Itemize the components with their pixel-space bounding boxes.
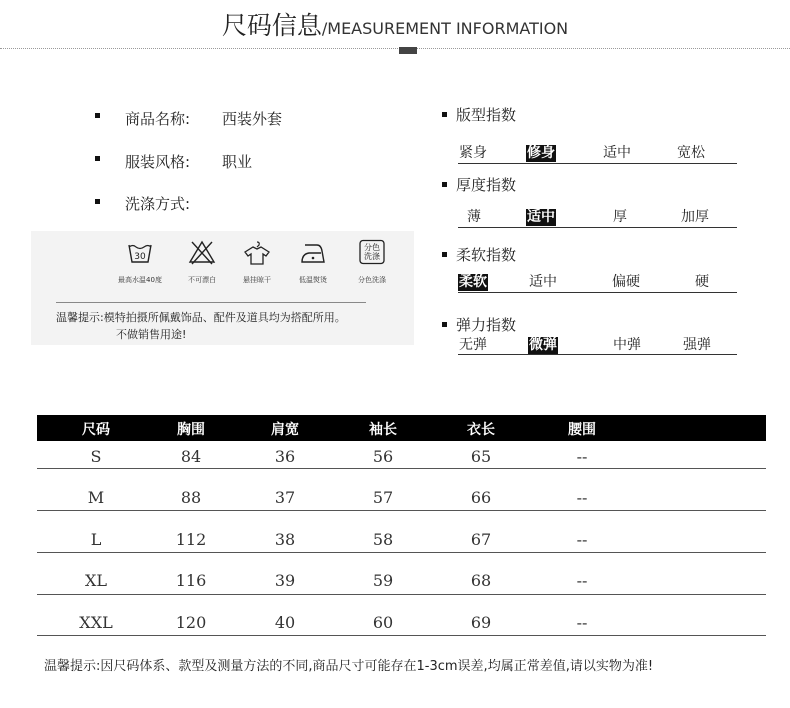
row-divider <box>37 552 766 553</box>
fit-option: 宽松 <box>677 145 705 161</box>
thickness-index-title: 厚度指数 <box>456 176 517 194</box>
cell-sleeve: 59 <box>372 571 394 590</box>
cell-chest: 84 <box>180 447 202 466</box>
footer-tip: 温馨提示:因尺码体系、款型及测量方法的不同,商品尺寸可能存在1-3cm误差,均属正常差值,请以实物为准! <box>44 659 654 674</box>
low-iron-icon <box>299 239 327 265</box>
size-table-header <box>37 415 766 441</box>
bullet-icon <box>442 112 447 117</box>
svg-text:洗涤: 洗涤 <box>364 252 380 261</box>
cell-chest: 88 <box>180 488 202 507</box>
col-header-chest: 胸围 <box>177 422 205 438</box>
elasticity-option-selected: 微弹 <box>529 337 557 353</box>
care-divider <box>56 302 366 303</box>
cell-length: 68 <box>470 571 492 590</box>
col-header-shoulder: 肩宽 <box>271 422 299 438</box>
softness-option: 适中 <box>529 274 557 290</box>
cell-sleeve: 58 <box>372 530 394 549</box>
cell-shoulder: 36 <box>274 447 296 466</box>
cell-shoulder: 38 <box>274 530 296 549</box>
softness-option: 硬 <box>695 274 709 290</box>
cell-waist: -- <box>576 447 588 466</box>
softness-option-selected: 柔软 <box>459 274 487 290</box>
divider-mark <box>399 47 417 54</box>
care-item-separate <box>337 239 407 285</box>
model-tip <box>56 309 346 343</box>
col-header-length: 衣长 <box>467 422 495 438</box>
svg-text:分色: 分色 <box>364 243 380 252</box>
care-caption: 悬挂晾干 <box>243 276 271 284</box>
thickness-option: 薄 <box>467 209 481 225</box>
wash-method-label: 洗涤方式: <box>125 195 191 213</box>
fit-option-selected: 修身 <box>527 145 555 161</box>
thickness-option: 加厚 <box>681 209 709 225</box>
cell-size: L <box>90 530 102 549</box>
product-name-label: 商品名称: <box>125 110 191 128</box>
dotted-divider <box>0 48 790 49</box>
thickness-option-selected: 适中 <box>527 209 555 225</box>
cell-length: 67 <box>470 530 492 549</box>
elasticity-option: 强弹 <box>683 337 711 353</box>
tip-line-2: 不做销售用途! <box>116 328 187 341</box>
cell-sleeve: 56 <box>372 447 394 466</box>
svg-text:30: 30 <box>134 252 146 262</box>
fit-option: 适中 <box>603 145 631 161</box>
cell-size: XXL <box>79 613 113 632</box>
row-divider <box>37 594 766 595</box>
elasticity-option: 中弹 <box>613 337 641 353</box>
title-cn: 尺码信息 <box>221 11 322 40</box>
cell-length: 66 <box>470 488 492 507</box>
bullet-icon <box>95 113 100 118</box>
elasticity-index-title: 弹力指数 <box>456 316 517 334</box>
cell-chest: 112 <box>175 530 207 549</box>
fit-option: 紧身 <box>459 145 487 161</box>
no-bleach-icon <box>188 239 216 265</box>
elasticity-scale-line <box>458 354 737 355</box>
row-divider <box>37 635 766 636</box>
separate-wash-icon <box>358 239 386 265</box>
cell-size: S <box>90 447 102 466</box>
cell-waist: -- <box>576 613 588 632</box>
softness-scale-line <box>458 292 737 293</box>
cell-sleeve: 57 <box>372 488 394 507</box>
thickness-option: 厚 <box>613 209 627 225</box>
hang-dry-icon <box>243 239 271 265</box>
softness-index-title: 柔软指数 <box>456 246 517 264</box>
style-label: 服装风格: <box>125 153 191 171</box>
bullet-icon <box>442 182 447 187</box>
cell-shoulder: 39 <box>274 571 296 590</box>
fit-index-title: 版型指数 <box>456 106 517 124</box>
bullet-icon <box>95 156 100 161</box>
cell-waist: -- <box>576 488 588 507</box>
cell-chest: 120 <box>175 613 207 632</box>
bullet-icon <box>95 199 100 204</box>
cell-chest: 116 <box>175 571 207 590</box>
tip-line-1: 模特拍摄所佩戴饰品、配件及道具均为搭配所用。 <box>103 311 346 324</box>
wash-30-icon <box>127 239 153 265</box>
page-title <box>0 6 790 42</box>
care-caption: 低温熨烫 <box>299 276 327 284</box>
tip-label: 温馨提示: <box>56 311 104 324</box>
care-caption: 不可漂白 <box>188 276 216 284</box>
elasticity-option: 无弹 <box>459 337 487 353</box>
product-name-value: 西装外套 <box>222 110 283 128</box>
softness-option: 偏硬 <box>612 274 640 290</box>
care-caption: 分色洗涤 <box>358 276 386 284</box>
cell-length: 65 <box>470 447 492 466</box>
cell-sleeve: 60 <box>372 613 394 632</box>
cell-shoulder: 40 <box>274 613 296 632</box>
cell-shoulder: 37 <box>274 488 296 507</box>
row-divider <box>37 468 766 469</box>
col-header-size: 尺码 <box>82 422 110 438</box>
bullet-icon <box>442 252 447 257</box>
cell-waist: -- <box>576 571 588 590</box>
row-divider <box>37 510 766 511</box>
care-caption: 最高水温40度 <box>118 276 162 284</box>
thickness-scale-line <box>458 227 737 228</box>
care-item-wash <box>105 239 175 285</box>
title-en: /MEASUREMENT INFORMATION <box>321 19 569 38</box>
style-value: 职业 <box>222 153 253 171</box>
bullet-icon <box>442 322 447 327</box>
fit-scale-line <box>458 163 737 164</box>
cell-size: M <box>87 488 105 507</box>
cell-size: XL <box>84 571 108 590</box>
col-header-sleeve: 袖长 <box>369 422 397 438</box>
col-header-waist: 腰围 <box>568 422 596 438</box>
cell-waist: -- <box>576 530 588 549</box>
cell-length: 69 <box>470 613 492 632</box>
